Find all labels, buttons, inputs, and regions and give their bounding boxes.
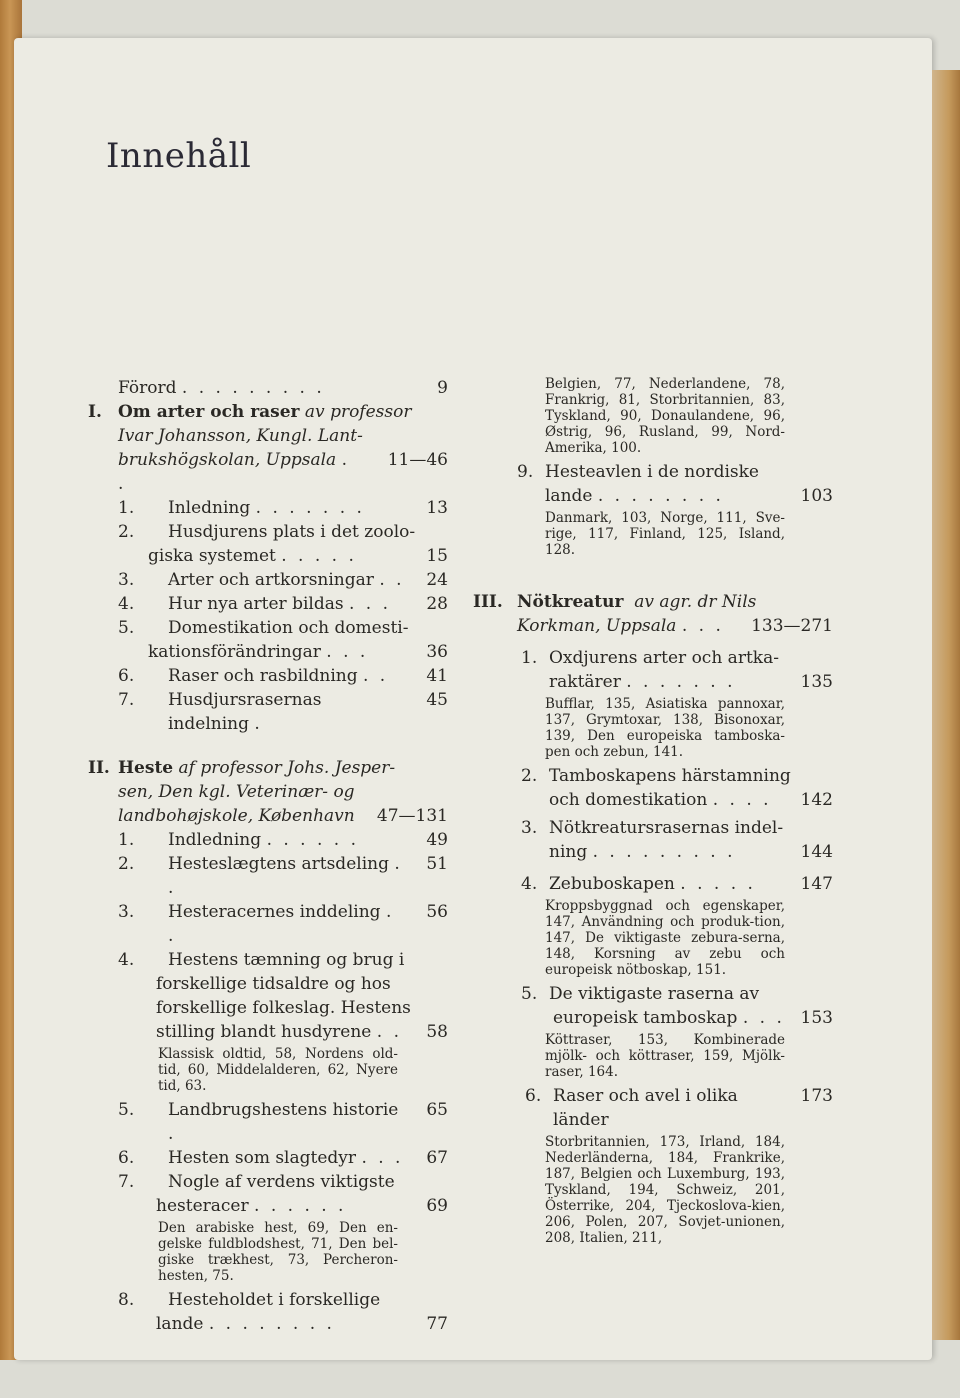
page-number: 41 (426, 666, 448, 686)
item-number: 7. (118, 1172, 135, 1192)
leader-dots: . . (118, 450, 350, 494)
section-author: af professor Johs. Jesper- (178, 758, 396, 778)
section-institution: Korkman, Uppsala (517, 616, 677, 636)
toc-entry-cont (88, 1020, 448, 1044)
page-number: 69 (426, 1196, 448, 1216)
item-title: Hestens tæmning og brug i (168, 950, 405, 970)
item-title-cont: stilling blandt husdyrene (156, 1022, 372, 1042)
item-title-cont: forskellige folkeslag. Hestens (156, 998, 411, 1018)
section-1-line2: Ivar Johansson, Kungl. Lant- (118, 426, 363, 446)
toc-entry (473, 646, 833, 670)
item-title: Zebuboskapen (549, 874, 675, 894)
toc-entry (88, 1288, 448, 1312)
toc-entry (88, 828, 448, 852)
section-numeral: III. (473, 592, 503, 612)
toc-entry (88, 496, 448, 520)
item-number: 1. (118, 830, 135, 850)
item-number: 1. (118, 498, 135, 518)
section-numeral: II. (88, 758, 110, 778)
item-number: 6. (525, 1086, 542, 1106)
page-number: 28 (426, 594, 448, 614)
section-3-heading (473, 590, 833, 614)
item-title: Raser och avel i olika länder (553, 1086, 738, 1130)
section-pages: 11—46 (387, 450, 448, 470)
item-title: Hesteslægtens artsdeling (168, 854, 389, 874)
leader-dots: . . . (681, 616, 724, 636)
toc-entry (88, 520, 448, 544)
toc-entry-cont (473, 1006, 833, 1030)
leader-dots: . . . (348, 594, 392, 614)
toc-entry (473, 764, 833, 788)
book-edge-right (932, 70, 960, 1340)
toc-entry-cont (88, 1194, 448, 1218)
section-pages: 133—271 (751, 616, 833, 636)
item-title-cont: lande (545, 486, 593, 506)
continued-subentries: Belgien, 77, Nederlandene, 78, Frankrig, 81, Storbritannien, 83, Tyskland, 90, Donaulandene, 96, Østrig, 96, Rusland, 99, Nord-Amerika, 100. (545, 376, 785, 456)
toc-entry (88, 852, 448, 900)
page-number: 58 (426, 1022, 448, 1042)
item-title: De viktigaste raserna av (549, 984, 760, 1004)
item-number: 4. (521, 874, 538, 894)
toc-entry-cont (88, 972, 448, 996)
section-1-heading (88, 400, 448, 424)
item-title-cont: raktärer (549, 672, 621, 692)
item-title: Hesten som slagtedyr (168, 1148, 357, 1168)
item-number: 8. (118, 1290, 135, 1310)
item-title: Oxdjurens arter och artka- (549, 648, 779, 668)
item-number: 6. (118, 1148, 135, 1168)
page-number: 144 (800, 842, 833, 862)
leader-dots: . . . (742, 1008, 785, 1028)
item-title-cont: ning (549, 842, 588, 862)
page-number: 65 (426, 1100, 448, 1120)
item-number: 2. (521, 766, 538, 786)
toc-right-column (473, 374, 833, 1250)
item-number: 1. (521, 648, 538, 668)
section-institution: landbohøjskole, København (118, 806, 355, 826)
item-title: Husdjursrasernas indelning (168, 690, 322, 734)
toc-entry-cont (473, 840, 833, 864)
item-subentries: Köttraser, 153, Kombinerade mjölk- och köttraser, 159, Mjölk-raser, 164. (545, 1032, 785, 1080)
item-number: 3. (521, 818, 538, 838)
item-title-cont: forskellige tidsaldre og hos (156, 974, 391, 994)
item-number: 7. (118, 690, 135, 710)
section-1-line3 (88, 448, 448, 496)
item-title-cont: giska systemet (148, 546, 276, 566)
item-title-cont: europeisk tamboskap (553, 1008, 738, 1028)
toc-entry-cont (473, 788, 833, 812)
page-number: 135 (800, 672, 833, 692)
spacer (88, 736, 448, 756)
page-number: 24 (426, 570, 448, 590)
leader-dots: . . . . . . . . . (592, 842, 736, 862)
leader-dots: . . . . (712, 790, 772, 810)
toc-entry (473, 982, 833, 1006)
toc-entry (88, 664, 448, 688)
page-number: 9 (437, 378, 448, 398)
page-number: 51 (426, 854, 448, 874)
section-2-line2: sen, Den kgl. Veterinær- og (118, 782, 355, 802)
section-3-line2 (473, 614, 833, 638)
item-number: 2. (118, 854, 135, 874)
page-number: 15 (426, 546, 448, 566)
item-title: Nogle af verdens viktigste (168, 1172, 395, 1192)
toc-entry (88, 616, 448, 640)
section-title: Om arter och raser (118, 402, 300, 422)
page-number: 153 (800, 1008, 833, 1028)
page-number: 36 (426, 642, 448, 662)
item-number: 5. (521, 984, 538, 1004)
toc-left-column (88, 376, 448, 1336)
toc-entry (88, 1170, 448, 1194)
leader-dots: . . . . . . (266, 830, 360, 850)
item-title: Husdjurens plats i det zoolo- (168, 522, 416, 542)
leader-dots: . . (379, 570, 405, 590)
item-title-cont: lande (156, 1314, 204, 1334)
page-number: 49 (426, 830, 448, 850)
leader-dots: . (254, 714, 263, 734)
toc-entry-cont (88, 640, 448, 664)
section-title: Heste (118, 758, 174, 778)
leader-dots: . . . . . . . . . (181, 378, 325, 398)
item-title-cont: hesteracer (156, 1196, 249, 1216)
leader-dots: . . (363, 666, 389, 686)
item-title: Arter och artkorsningar (168, 570, 374, 590)
leader-dots: . . (168, 902, 395, 946)
toc-entry (88, 1098, 448, 1146)
toc-entry-cont (88, 1312, 448, 1336)
leader-dots: . . . . . . . (626, 672, 736, 692)
item-title: Landbrugshestens historie (168, 1100, 399, 1120)
page-number: 142 (800, 790, 833, 810)
item-number: 6. (118, 666, 135, 686)
item-title: Hesteavlen i de nordiske (545, 462, 759, 482)
page-number: 45 (426, 690, 448, 710)
spacer (473, 562, 833, 590)
item-subentries: Kroppsbyggnad och egenskaper, 147, Användning och produk-tion, 147, De viktigaste zebura-serna, 148, Korsning av zebu och europeisk nötboskap, 151. (545, 898, 785, 978)
page-number: 67 (426, 1148, 448, 1168)
item-subentries: Bufflar, 135, Asiatiska pannoxar, 137, Grymtoxar, 138, Bisonoxar, 139, Den europeiska tamboska-pen och zebun, 141. (545, 696, 785, 760)
item-subentries: Danmark, 103, Norge, 111, Sve-rige, 117, Finland, 125, Island, 128. (545, 510, 785, 558)
section-title: Nötkreatur (517, 592, 624, 612)
leader-dots: . . . . . . (254, 1196, 347, 1216)
page-number: 56 (426, 902, 448, 922)
item-number: 3. (118, 902, 135, 922)
item-number: 3. (118, 570, 135, 590)
section-pages: 47—131 (376, 806, 448, 826)
toc-entry-cont (88, 544, 448, 568)
toc-entry-cont (473, 670, 833, 694)
toc-entry (88, 948, 448, 972)
leader-dots: . . . . . (680, 874, 756, 894)
item-title: Hesteholdet i forskellige (168, 1290, 381, 1310)
toc-entry (473, 872, 833, 896)
item-number: 9. (517, 462, 534, 482)
toc-entry (88, 592, 448, 616)
leader-dots: . . . . . . . . (208, 1314, 335, 1334)
toc-entry-cont (473, 484, 833, 508)
section-author: av professor (304, 402, 412, 422)
toc-entry-forord (88, 376, 448, 400)
section-institution: brukshögskolan, Uppsala (118, 450, 337, 470)
section-2-heading (88, 756, 448, 780)
section-numeral: I. (88, 402, 102, 422)
leader-dots: . . (168, 854, 403, 898)
item-subentries: Storbritannien, 173, Irland, 184, Nederländerna, 184, Frankrike, 187, Belgien och Luxemburg, 193, Tyskland, 194, Schweiz, 201, Österrike, 204, Tjeckoslova-kien, 206, Polen, 207, Sovjet-unionen, 208, Italien, 211, (545, 1134, 785, 1246)
leader-dots: . (168, 1124, 177, 1144)
item-title: Hur nya arter bildas (168, 594, 344, 614)
item-number: 2. (118, 522, 135, 542)
page-number: 173 (800, 1086, 833, 1106)
leader-dots: . . . . . (281, 546, 357, 566)
toc-entry (473, 460, 833, 484)
toc-entry (88, 568, 448, 592)
toc-label: Förord (118, 378, 177, 398)
section-author: av agr. dr Nils (634, 592, 757, 612)
item-title: Nötkreatursrasernas indel- (549, 818, 784, 838)
leader-dots: . . . (361, 1148, 404, 1168)
toc-entry (88, 900, 448, 948)
item-title: Hesteracernes inddeling (168, 902, 381, 922)
item-title-cont: och domestikation (549, 790, 708, 810)
item-subentries: Den arabiske hest, 69, Den en-gelske fuldblodshest, 71, Den bel-giske trækhest, 73, Percheron-hesten, 75. (158, 1220, 398, 1284)
leader-dots: . . . . . . . . (597, 486, 724, 506)
toc-entry (88, 1146, 448, 1170)
page-number: 147 (800, 874, 833, 894)
item-number: 4. (118, 594, 135, 614)
toc-entry (473, 1084, 833, 1132)
item-title-cont: kationsförändringar (148, 642, 321, 662)
page-number: 103 (800, 486, 833, 506)
toc-entry-cont (88, 996, 448, 1020)
item-subentries: Klassisk oldtid, 58, Nordens old-tid, 60, Middelalderen, 62, Nyere tid, 63. (158, 1046, 398, 1094)
item-title: Domestikation och domesti- (168, 618, 409, 638)
page-number: 77 (426, 1314, 448, 1334)
section-2-line3 (88, 804, 448, 828)
toc-entry (88, 688, 448, 736)
leader-dots: . . (376, 1022, 402, 1042)
item-title: Raser och rasbildning (168, 666, 358, 686)
item-number: 4. (118, 950, 135, 970)
page-number: 13 (426, 498, 448, 518)
toc-entry (473, 816, 833, 840)
item-title: Inledning (168, 498, 251, 518)
leader-dots: . . . . . . . (255, 498, 365, 518)
item-title: Tamboskapens härstamning (549, 766, 791, 786)
leader-dots: . . . (326, 642, 369, 662)
page-title: Innehåll (106, 136, 252, 176)
item-title: Indledning (168, 830, 262, 850)
item-number: 5. (118, 1100, 135, 1120)
item-number: 5. (118, 618, 135, 638)
